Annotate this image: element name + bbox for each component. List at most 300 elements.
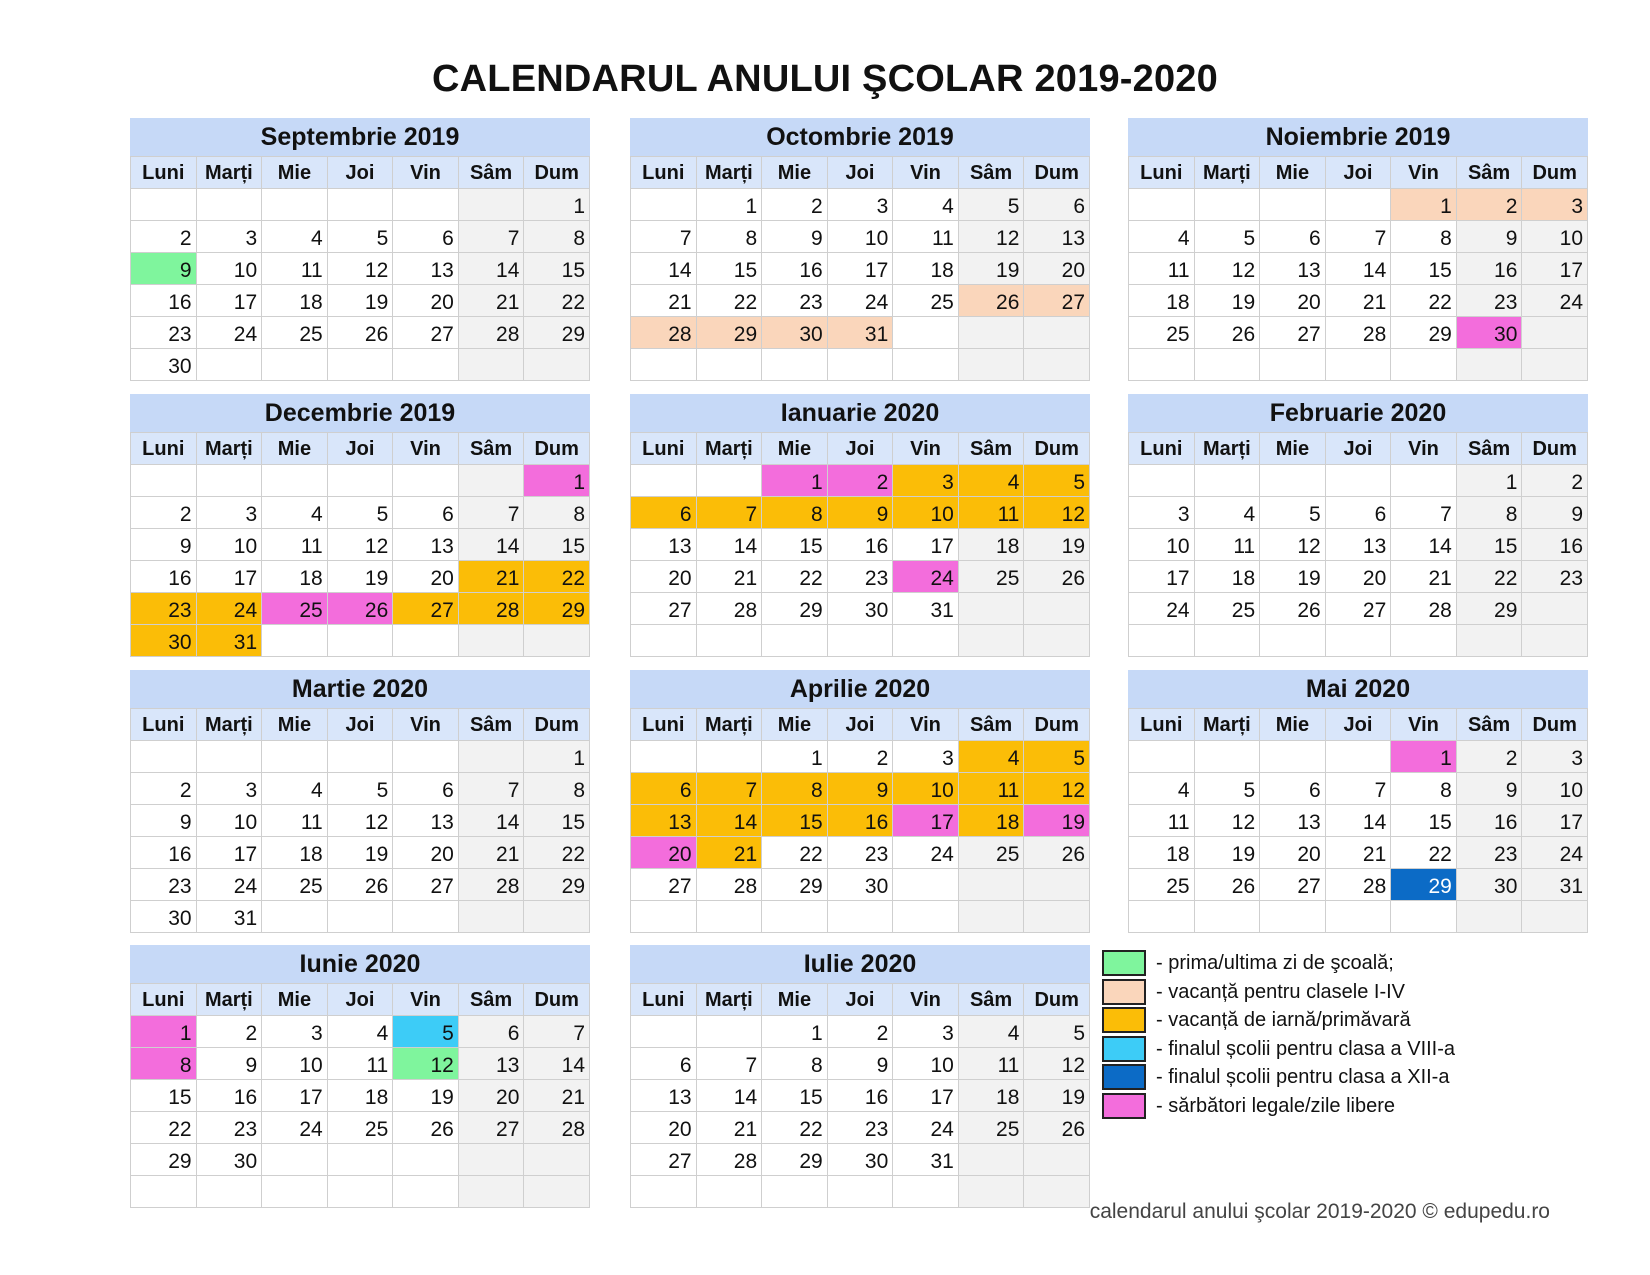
week-row: [1129, 497, 1588, 529]
day-cell: 23: [762, 285, 828, 317]
day-cell: 20: [1024, 253, 1090, 285]
weekday-label: Marți: [196, 984, 262, 1016]
day-cell: 18: [958, 529, 1024, 561]
day-cell: 30: [131, 901, 197, 933]
day-cell: [131, 189, 197, 221]
day-cell: 29: [1391, 317, 1457, 349]
day-cell: 6: [393, 497, 459, 529]
week-row: [631, 773, 1090, 805]
day-cell: 18: [893, 253, 959, 285]
day-cell: [393, 741, 459, 773]
day-cell: 27: [458, 1112, 524, 1144]
day-cell: [696, 349, 762, 381]
week-row: [1129, 561, 1588, 593]
day-cell: 23: [827, 837, 893, 869]
day-cell: 27: [1024, 285, 1090, 317]
day-cell: [1260, 901, 1326, 933]
day-cell: 3: [1129, 497, 1195, 529]
day-cell: 23: [1456, 837, 1522, 869]
day-cell: [762, 1176, 828, 1208]
weekday-label: Luni: [631, 709, 697, 741]
day-cell: 31: [893, 1144, 959, 1176]
day-cell: 19: [1194, 837, 1260, 869]
weekday-label: Mie: [1260, 433, 1326, 465]
day-cell: 20: [393, 561, 459, 593]
month-days-table: [630, 156, 1090, 381]
day-cell: 23: [131, 317, 197, 349]
day-cell: 21: [1325, 837, 1391, 869]
day-cell: [524, 901, 590, 933]
day-cell: 7: [631, 221, 697, 253]
day-cell: 12: [327, 805, 393, 837]
day-cell: 1: [1391, 741, 1457, 773]
day-cell: [1325, 741, 1391, 773]
weekday-label: Marți: [196, 433, 262, 465]
day-cell: 31: [827, 317, 893, 349]
weekday-label: Mie: [762, 157, 828, 189]
page-title: CALENDARUL ANULUI ŞCOLAR 2019-2020: [432, 58, 1218, 100]
day-cell: [1260, 189, 1326, 221]
day-cell: 30: [131, 349, 197, 381]
day-cell: [631, 189, 697, 221]
day-cell: 22: [524, 285, 590, 317]
day-cell: [762, 349, 828, 381]
day-cell: [958, 1176, 1024, 1208]
day-cell: 6: [631, 1048, 697, 1080]
day-cell: 1: [1456, 465, 1522, 497]
day-cell: 4: [327, 1016, 393, 1048]
day-cell: 20: [1260, 837, 1326, 869]
day-cell: 13: [393, 529, 459, 561]
day-cell: 5: [1194, 773, 1260, 805]
day-cell: [1522, 317, 1588, 349]
day-cell: 27: [631, 869, 697, 901]
week-row: [131, 221, 590, 253]
day-cell: 14: [524, 1048, 590, 1080]
month-title: Noiembrie 2019: [1128, 118, 1588, 156]
weekday-label: Mie: [262, 709, 328, 741]
week-row: [631, 465, 1090, 497]
day-cell: [458, 1176, 524, 1208]
weekday-label: Vin: [393, 984, 459, 1016]
month-days-table: [630, 983, 1090, 1208]
month-title: Ianuarie 2020: [630, 394, 1090, 432]
day-cell: 4: [958, 465, 1024, 497]
day-cell: 24: [1522, 285, 1588, 317]
month-title: Mai 2020: [1128, 670, 1588, 708]
day-cell: 25: [1129, 317, 1195, 349]
week-row: [131, 837, 590, 869]
week-row: [631, 805, 1090, 837]
day-cell: [1325, 189, 1391, 221]
day-cell: 15: [524, 805, 590, 837]
day-cell: 6: [458, 1016, 524, 1048]
day-cell: [893, 901, 959, 933]
day-cell: 15: [1391, 253, 1457, 285]
legend-swatch: [1102, 950, 1146, 976]
day-cell: 11: [958, 497, 1024, 529]
weekday-header-row: [631, 709, 1090, 741]
day-cell: 27: [393, 593, 459, 625]
day-cell: [458, 1144, 524, 1176]
day-cell: [1129, 465, 1195, 497]
day-cell: 13: [393, 253, 459, 285]
weekday-label: Joi: [827, 709, 893, 741]
day-cell: 4: [262, 497, 328, 529]
day-cell: [458, 349, 524, 381]
week-row: [131, 189, 590, 221]
day-cell: 24: [262, 1112, 328, 1144]
day-cell: [1024, 1176, 1090, 1208]
day-cell: 29: [762, 1144, 828, 1176]
day-cell: 21: [696, 837, 762, 869]
day-cell: 14: [696, 1080, 762, 1112]
month-days-table: [630, 432, 1090, 657]
month-title: Iulie 2020: [630, 945, 1090, 983]
week-row: [1129, 837, 1588, 869]
day-cell: 22: [696, 285, 762, 317]
week-row: [1129, 773, 1588, 805]
day-cell: [827, 349, 893, 381]
week-row: [131, 285, 590, 317]
weekday-label: Joi: [327, 984, 393, 1016]
day-cell: [262, 349, 328, 381]
weekday-label: Dum: [524, 709, 590, 741]
legend-swatch: [1102, 1093, 1146, 1119]
day-cell: [893, 1176, 959, 1208]
day-cell: 5: [1024, 741, 1090, 773]
week-row: [631, 285, 1090, 317]
day-cell: 14: [631, 253, 697, 285]
weekday-label: Joi: [1325, 433, 1391, 465]
day-cell: [262, 1144, 328, 1176]
week-row: [1129, 285, 1588, 317]
day-cell: 16: [131, 837, 197, 869]
day-cell: 10: [196, 253, 262, 285]
weekday-label: Mie: [262, 157, 328, 189]
day-cell: 13: [1325, 529, 1391, 561]
day-cell: 2: [827, 1016, 893, 1048]
day-cell: [1194, 625, 1260, 657]
day-cell: 5: [1194, 221, 1260, 253]
day-cell: [393, 1144, 459, 1176]
legend-label: - vacanță pentru clasele I-IV: [1156, 980, 1406, 1003]
day-cell: 17: [893, 805, 959, 837]
day-cell: 22: [1391, 285, 1457, 317]
month-calendar: [130, 394, 590, 657]
day-cell: [1391, 349, 1457, 381]
day-cell: 11: [1129, 253, 1195, 285]
day-cell: 18: [1129, 837, 1195, 869]
day-cell: [196, 465, 262, 497]
day-cell: 13: [393, 805, 459, 837]
day-cell: 17: [893, 1080, 959, 1112]
month-title: Decembrie 2019: [130, 394, 590, 432]
day-cell: [196, 741, 262, 773]
day-cell: [827, 625, 893, 657]
day-cell: 2: [131, 773, 197, 805]
day-cell: [458, 741, 524, 773]
weekday-label: Luni: [1129, 709, 1195, 741]
day-cell: [1260, 349, 1326, 381]
week-row: [631, 593, 1090, 625]
footer-credit: calendarul anului şcolar 2019-2020 © edupedu.ro: [1089, 1200, 1550, 1223]
day-cell: [524, 1176, 590, 1208]
week-row: [1129, 253, 1588, 285]
weekday-label: Vin: [393, 433, 459, 465]
day-cell: 10: [1129, 529, 1195, 561]
day-cell: [958, 317, 1024, 349]
weekday-label: Luni: [131, 709, 197, 741]
day-cell: 1: [762, 741, 828, 773]
week-row: [131, 1112, 590, 1144]
weekday-label: Marți: [696, 157, 762, 189]
day-cell: 9: [762, 221, 828, 253]
weekday-header-row: [131, 709, 590, 741]
day-cell: [1260, 625, 1326, 657]
month-days-table: [130, 983, 590, 1208]
day-cell: 7: [696, 497, 762, 529]
day-cell: 24: [827, 285, 893, 317]
day-cell: 17: [196, 837, 262, 869]
week-row: [131, 317, 590, 349]
day-cell: 28: [696, 1144, 762, 1176]
week-row: [631, 869, 1090, 901]
weekday-label: Mie: [762, 709, 828, 741]
day-cell: [1391, 901, 1457, 933]
day-cell: 24: [893, 1112, 959, 1144]
legend-swatch: [1102, 1007, 1146, 1033]
day-cell: 21: [696, 1112, 762, 1144]
day-cell: 26: [1194, 317, 1260, 349]
day-cell: [131, 1176, 197, 1208]
day-cell: 14: [458, 805, 524, 837]
weekday-label: Sâm: [458, 709, 524, 741]
day-cell: 1: [524, 741, 590, 773]
day-cell: [696, 465, 762, 497]
day-cell: 12: [958, 221, 1024, 253]
day-cell: 18: [1194, 561, 1260, 593]
week-row: [631, 625, 1090, 657]
day-cell: 17: [893, 529, 959, 561]
day-cell: 9: [131, 529, 197, 561]
weekday-label: Sâm: [1456, 709, 1522, 741]
day-cell: 4: [262, 221, 328, 253]
day-cell: 17: [262, 1080, 328, 1112]
day-cell: 11: [893, 221, 959, 253]
day-cell: 8: [762, 497, 828, 529]
day-cell: 15: [1391, 805, 1457, 837]
day-cell: 18: [1129, 285, 1195, 317]
day-cell: [327, 741, 393, 773]
day-cell: [393, 901, 459, 933]
week-row: [631, 349, 1090, 381]
weekday-header-row: [1129, 709, 1588, 741]
day-cell: 15: [131, 1080, 197, 1112]
day-cell: 4: [958, 1016, 1024, 1048]
day-cell: 12: [1260, 529, 1326, 561]
day-cell: 12: [393, 1048, 459, 1080]
day-cell: [1456, 349, 1522, 381]
day-cell: 31: [196, 625, 262, 657]
day-cell: 23: [1522, 561, 1588, 593]
month-title: Martie 2020: [130, 670, 590, 708]
day-cell: [1024, 625, 1090, 657]
day-cell: 29: [1456, 593, 1522, 625]
day-cell: 25: [893, 285, 959, 317]
day-cell: 19: [1024, 805, 1090, 837]
week-row: [631, 901, 1090, 933]
day-cell: 10: [893, 1048, 959, 1080]
day-cell: 2: [196, 1016, 262, 1048]
weekday-label: Luni: [631, 984, 697, 1016]
weekday-label: Joi: [827, 433, 893, 465]
legend-swatch: [1102, 1064, 1146, 1090]
day-cell: [1260, 465, 1326, 497]
day-cell: 30: [827, 869, 893, 901]
day-cell: 14: [458, 253, 524, 285]
day-cell: [1325, 465, 1391, 497]
weekday-label: Dum: [1522, 433, 1588, 465]
week-row: [131, 465, 590, 497]
day-cell: 3: [1522, 189, 1588, 221]
weekday-label: Vin: [893, 984, 959, 1016]
day-cell: [893, 317, 959, 349]
day-cell: 31: [1522, 869, 1588, 901]
weekday-label: Luni: [631, 157, 697, 189]
day-cell: 22: [524, 837, 590, 869]
day-cell: 15: [762, 1080, 828, 1112]
day-cell: 18: [958, 805, 1024, 837]
weekday-header-row: [631, 433, 1090, 465]
day-cell: 4: [1194, 497, 1260, 529]
day-cell: [1129, 901, 1195, 933]
weekday-header-row: [631, 984, 1090, 1016]
weekday-label: Mie: [762, 433, 828, 465]
day-cell: 24: [1522, 837, 1588, 869]
weekday-header-row: [131, 984, 590, 1016]
week-row: [631, 1016, 1090, 1048]
weekday-label: Sâm: [958, 157, 1024, 189]
day-cell: [196, 1176, 262, 1208]
week-row: [131, 1176, 590, 1208]
day-cell: 1: [762, 1016, 828, 1048]
day-cell: [393, 625, 459, 657]
day-cell: 30: [1456, 317, 1522, 349]
day-cell: 21: [1325, 285, 1391, 317]
day-cell: [958, 349, 1024, 381]
day-cell: 13: [1260, 805, 1326, 837]
day-cell: 12: [1024, 497, 1090, 529]
day-cell: 6: [1260, 773, 1326, 805]
day-cell: 7: [458, 221, 524, 253]
day-cell: 19: [1024, 1080, 1090, 1112]
weekday-label: Vin: [393, 157, 459, 189]
day-cell: 16: [131, 561, 197, 593]
day-cell: [696, 741, 762, 773]
day-cell: [393, 189, 459, 221]
day-cell: 26: [1024, 1112, 1090, 1144]
day-cell: [262, 625, 328, 657]
day-cell: 3: [1522, 741, 1588, 773]
day-cell: 28: [631, 317, 697, 349]
day-cell: [827, 1176, 893, 1208]
day-cell: 3: [827, 189, 893, 221]
day-cell: 8: [524, 773, 590, 805]
weekday-label: Vin: [1391, 709, 1457, 741]
week-row: [1129, 593, 1588, 625]
month-days-table: [1128, 708, 1588, 933]
day-cell: 3: [196, 773, 262, 805]
weekday-label: Mie: [1260, 157, 1326, 189]
day-cell: 9: [827, 497, 893, 529]
day-cell: 16: [196, 1080, 262, 1112]
day-cell: 2: [1456, 741, 1522, 773]
month-calendar: [630, 118, 1090, 381]
day-cell: [1325, 349, 1391, 381]
legend-label: - vacanță de iarnă/primăvară: [1156, 1009, 1411, 1031]
day-cell: 6: [631, 773, 697, 805]
day-cell: 28: [696, 869, 762, 901]
weekday-label: Dum: [524, 984, 590, 1016]
day-cell: 19: [327, 561, 393, 593]
day-cell: 9: [1522, 497, 1588, 529]
day-cell: [1325, 625, 1391, 657]
day-cell: 6: [631, 497, 697, 529]
weekday-label: Marți: [196, 157, 262, 189]
day-cell: 13: [1024, 221, 1090, 253]
month-calendar: [630, 945, 1090, 1208]
weekday-label: Marți: [1194, 157, 1260, 189]
week-row: [631, 1176, 1090, 1208]
day-cell: 18: [262, 837, 328, 869]
day-cell: [1129, 189, 1195, 221]
day-cell: 26: [1260, 593, 1326, 625]
day-cell: 29: [762, 869, 828, 901]
day-cell: 26: [327, 593, 393, 625]
day-cell: 10: [1522, 221, 1588, 253]
day-cell: 9: [196, 1048, 262, 1080]
week-row: [1129, 317, 1588, 349]
day-cell: 20: [631, 561, 697, 593]
month-calendar: [130, 945, 590, 1208]
day-cell: 13: [631, 529, 697, 561]
day-cell: 26: [958, 285, 1024, 317]
weekday-label: Dum: [1522, 709, 1588, 741]
day-cell: [1391, 625, 1457, 657]
weekday-label: Sâm: [458, 433, 524, 465]
weekday-label: Joi: [1325, 157, 1391, 189]
day-cell: 13: [631, 805, 697, 837]
day-cell: [1024, 1144, 1090, 1176]
day-cell: 7: [696, 1048, 762, 1080]
week-row: [1129, 349, 1588, 381]
day-cell: 10: [196, 805, 262, 837]
day-cell: [958, 869, 1024, 901]
day-cell: 15: [762, 805, 828, 837]
day-cell: 27: [1325, 593, 1391, 625]
day-cell: 23: [131, 869, 197, 901]
day-cell: [893, 625, 959, 657]
week-row: [131, 805, 590, 837]
legend: [1102, 950, 1522, 1121]
week-row: [631, 1048, 1090, 1080]
day-cell: 21: [1391, 561, 1457, 593]
day-cell: [631, 1176, 697, 1208]
weekday-label: Luni: [1129, 433, 1195, 465]
day-cell: 26: [327, 869, 393, 901]
day-cell: 28: [458, 593, 524, 625]
